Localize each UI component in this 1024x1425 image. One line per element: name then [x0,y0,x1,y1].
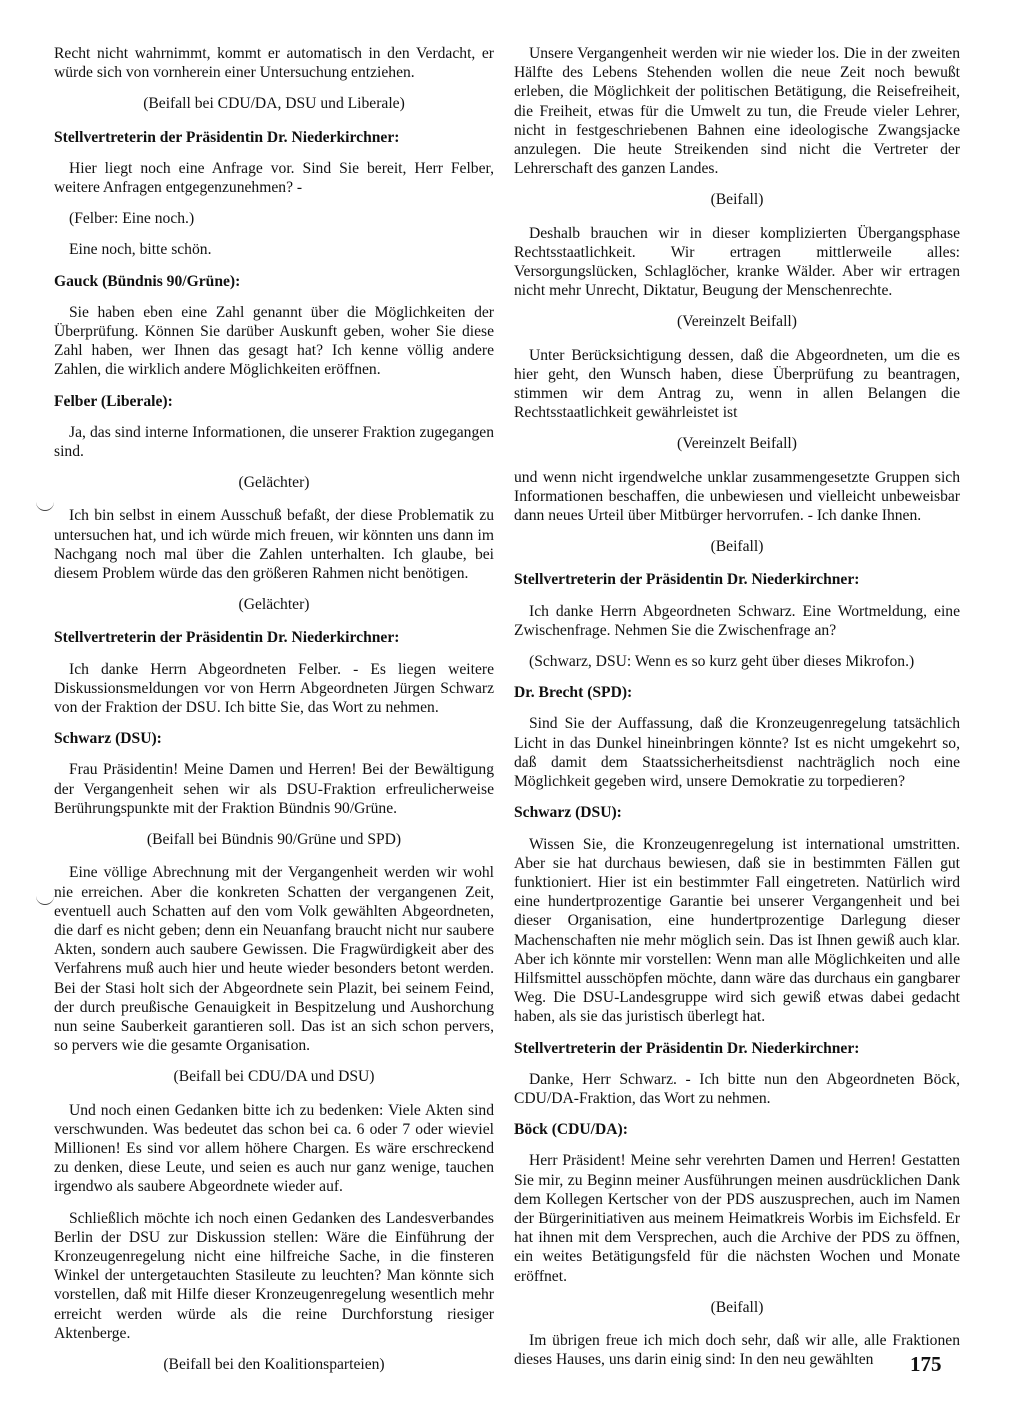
paragraph: Unsere Vergangenheit werden wir nie wieder los. Die in der zweiten Hälfte des Lebens Stehenden wollen die neue Zeit noch bewußt erleben, die Möglichkeit der politischen Betätigung, die Reisefreiheit, die Freiheit, etwas für die Umwelt zu tun, die Freude vieler Lehrer, nicht in festgeschriebenen Bahnen eine ideologische Zwangsjacke anzulegen. Die heute Streikenden sind nicht die Vertreter der Lehrerschaft des ganzen Landes. [514,45,960,178]
speaker-heading: Schwarz (DSU): [54,730,162,748]
speaker-heading: Stellvertreterin der Präsidentin Dr. Niederkirchner: [514,1039,860,1057]
stage-direction: (Beifall) [710,538,764,556]
stage-direction: (Beifall bei Bündnis 90/Grüne und SPD) [146,831,402,849]
stage-direction: (Vereinzelt Beifall) [677,313,797,331]
interjection: (Schwarz, DSU: Wenn es so kurz geht über dieses Mikrofon.) [529,653,915,671]
speaker-heading: Böck (CDU/DA): [514,1121,628,1139]
paragraph: und wenn nicht irgendwelche unklar zusammengesetzte Gruppen sich Informationen beschaffen, die unbewiesen und vielleicht unbeweisbar dann neues Urteil über Mitbürger hervorrufen. - Ich danke Ihnen. [514,468,960,525]
paragraph: Im übrigen freue ich mich doch sehr, daß wir alle, alle Fraktionen dieses Hauses, uns darin einig sind: In den neu gewählten [514,1331,960,1369]
paragraph: Ich danke Herrn Abgeordneten Schwarz. Eine Wortmeldung, eine Zwischenfrage. Nehmen Sie die Zwischenfrage an? [514,602,960,639]
paragraph: Herr Präsident! Meine sehr verehrten Damen und Herren! Gestatten Sie mir, zu Beginn meiner Ausführungen meinen ausdrücklichen Dank dem Kollegen Kertscher von der PDS auszusprechen, auch im Namen der Bürgerinitiativen aus meinem Heimatkreis Worbis im Eichsfeld. Er hat ihnen mit dem Versprechen, auch die Archive der PDS zu öffnen, ein weites Betätigungsfeld für die nächsten Wochen und Monate eröffnet. [514,1152,960,1285]
paragraph: Hier liegt noch eine Anfrage vor. Sind Sie bereit, Herr Felber, weitere Anfragen entgegenzunehmen? - [54,159,494,197]
stage-direction: (Gelächter) [238,596,310,614]
speaker-heading: Stellvertreterin der Präsidentin Dr. Niederkirchner: [54,629,400,647]
paragraph: Danke, Herr Schwarz. - Ich bitte nun den Abgeordneten Böck, CDU/DA-Fraktion, das Wort zu nehmen. [514,1070,960,1107]
stage-direction: (Beifall) [710,1298,764,1316]
margin-mark [36,894,54,905]
speaker-heading: Stellvertreterin der Präsidentin Dr. Niederkirchner: [514,571,860,589]
speaker-heading: Dr. Brecht (SPD): [514,684,633,702]
paragraph: Sind Sie der Auffassung, daß die Kronzeugenregelung tatsächlich Licht in das Dunkel hineinbringen könnte? Ist es nicht umgekehrt so, daß damit dem Staatssicherheitsdienst nachträglich noch eine Möglichkeit gegeben wird, unsere Demokratie zu torpedieren? [514,715,960,791]
stage-direction: (Gelächter) [238,474,310,492]
paragraph: Deshalb brauchen wir in dieser komplizierten Übergangsphase Rechtsstaatlichkeit. Wir ertragen mittlerweile alles: Versorgungslücken, Schlaglöcher, kranke Wälder. Aber wir ertragen nicht mehr Unrecht, Diktatur, Beugung der Menschenrechte. [514,224,960,300]
speaker-heading: Stellvertreterin der Präsidentin Dr. Niederkirchner: [54,128,400,146]
interjection: (Felber: Eine noch.) [69,210,195,228]
paragraph: Unter Berücksichtigung dessen, daß die Abgeordneten, um die es hier geht, den Wunsch haben, diese Überprüfung zu beantragen, stimmen wir dem Antrag zu, wenn in allen Belangen die Rechtsstaatlichkeit gewährleistet ist [514,346,960,422]
paragraph: Ja, das sind interne Informationen, die unserer Fraktion zugegangen sind. [54,423,494,461]
paragraph: Recht nicht wahrnimmt, kommt er automatisch in den Verdacht, er würde sich von vornherein einer Untersuchung entziehen. [54,45,494,82]
right-column [514,44,960,1381]
page-number: 175 [910,1352,942,1376]
paragraph: Sie haben eben eine Zahl genannt über die Möglichkeiten der Überprüfung. Können Sie darüber Auskunft geben, woher Sie diese Zahl haben, wer Ihnen das gesagt hat? Ich kenne völlig andere Zahlen, die wirklich andere Möglichkeiten eröffnen. [54,303,494,379]
speaker-heading: Felber (Liberale): [54,392,173,410]
stage-direction: (Beifall bei CDU/DA und DSU) [173,1068,375,1086]
margin-mark [36,500,54,511]
interjection: Eine noch, bitte schön. [69,241,212,259]
paragraph: Und noch einen Gedanken bitte ich zu bedenken: Viele Akten sind verschwunden. Was bedeutet das schon bei ca. 6 oder 7 oder wieviel Millionen! Es sind vor allem höhere Chargen. Es wäre erschreckend zu denken, diese Leute, und seien es auch nur ganz wenige, tauchen irgendwo als saubere Abgeordnete wieder auf. [54,1101,494,1196]
paragraph: Frau Präsidentin! Meine Damen und Herren! Bei der Bewältigung der Vergangenheit sehen wir als DSU-Fraktion erfreulicherweise Berührungspunkte mit der Fraktion Bündnis 90/Grüne. [54,761,494,817]
speaker-heading: Gauck (Bündnis 90/Grüne): [54,272,241,290]
stage-direction: (Vereinzelt Beifall) [677,435,797,453]
stage-direction: (Beifall bei CDU/DA, DSU und Liberale) [143,95,405,113]
paragraph: Eine völlige Abrechnung mit der Vergangenheit werden wir wohl nie erreichen. Aber die konkreten Schatten der vergangenen Zeit, eventuell auch Schatten auf den vom Volk gewählten Abgeordneten, die darf es nicht geben; denn ein Neuanfang braucht nicht nur saubere Akten, sondern auch saubere Gewissen. Die Fragwürdigkeit aber des Verfahrens muß auch hier und heute wieder besonders betont werden. Bei der Stasi holt sich der Abgeordnete sein Plazit, bei seinem Feind, der durch preußische Genauigkeit in Bespitzelung und Aushorchung nun seine Sauberkeit garantieren soll. Das ist an sich schon pervers, so pervers wie die gesamte Organisation. [54,864,494,1055]
stage-direction: (Beifall) [710,191,764,209]
speaker-heading: Schwarz (DSU): [514,804,622,822]
paragraph: Ich danke Herrn Abgeordneten Felber. - Es liegen weitere Diskussionsmeldungen vor von Herrn Abgeordneten Jürgen Schwarz von der Fraktion der DSU. Ich bitte Sie, das Wort zu nehmen. [54,660,494,717]
left-column [54,44,494,1388]
stage-direction: (Beifall bei den Koalitionsparteien) [163,1355,385,1373]
paragraph: Wissen Sie, die Kronzeugenregelung ist international umstritten. Aber sie hat durchaus bewiesen, daß sie in bestimmten Fällen gut funktioniert. Hier ist ein bestimmter Fall eingetreten. Natürlich wird eine hundertprozentige Garantie bei unserer Vergangenheit und bei dieser Organisation, eine hundertprozentige Darlegung dieser Machenschaften nie mehr möglich sein. Das ist Ihnen gewiß auch klar. Aber ich könnte mir vorstellen: Wenn man alle Möglichkeiten und alle Hilfsmittel ausschöpfen möchte, dann wäre das durchaus ein gangbarer Weg. Die DSU-Landesgruppe wird sich gewiß etwas dabei gedacht haben, als sie das juristisch überlegt hat. [514,835,960,1026]
paragraph: Schließlich möchte ich noch einen Gedanken des Landesverbandes Berlin der DSU zur Diskussion stellen: Wäre die Einführung der Kronzeugenregelung nicht eine hilfreiche Sache, in die finsteren Winkel der untergetauchten Stasileute zu leuchten? Man könnte sich vorstellen, daß mit Hilfe dieser Kronzeugenregelung wesentlich mehr erreicht werden würde als die reine Durchforstung riesiger Aktenberge. [54,1209,494,1342]
paragraph: Ich bin selbst in einem Ausschuß befaßt, der diese Problematik zu untersuchen hat, und ich würde mich freuen, wir könnten uns dann im Nachgang noch mal über die Zahlen unterhalten. Ich glaube, bei diesem Problem würde das den größeren Rahmen nicht benötigen. [54,507,494,583]
